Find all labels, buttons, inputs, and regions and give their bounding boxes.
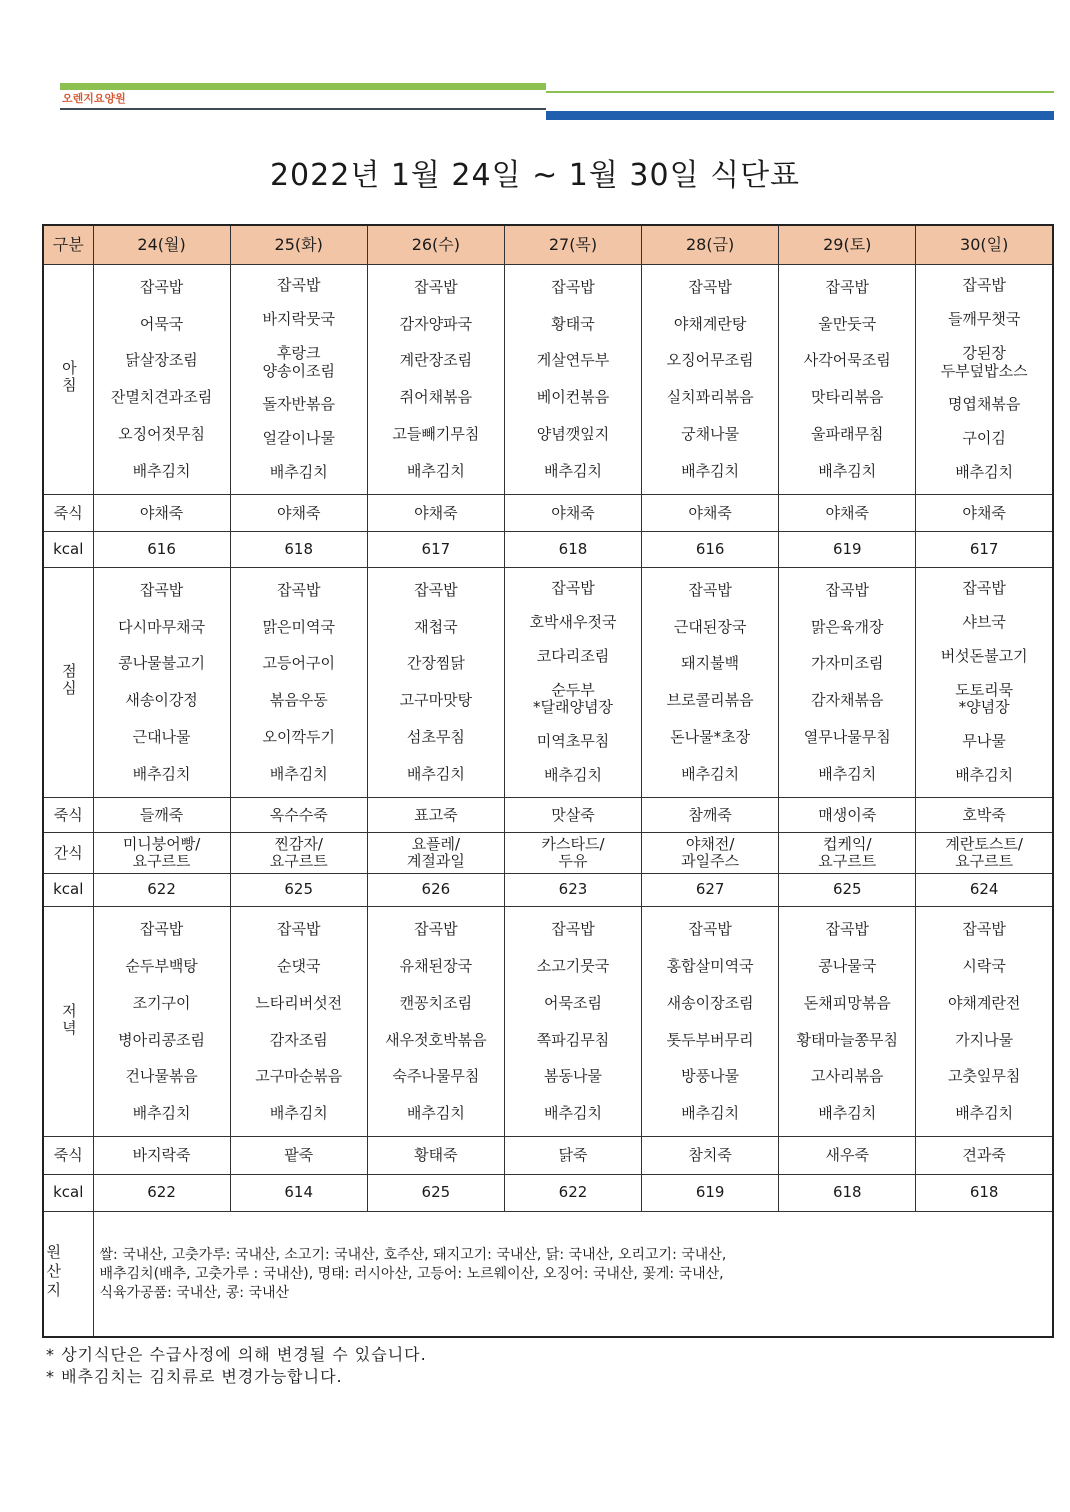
dish-item: 어묵국: [139, 314, 184, 333]
porridge-label: 죽식: [43, 797, 93, 832]
dish-item: 근대된장국: [673, 617, 747, 636]
dish-item: 간장찜닭: [406, 654, 465, 673]
dish-item: 배추김치: [955, 766, 1014, 785]
lunch-label: 점심: [59, 663, 78, 698]
lunch-day-cell: [367, 567, 504, 797]
kcal-cell: 618: [504, 532, 641, 567]
snack-cell: 찐감자/ 요구르트: [230, 833, 367, 874]
porridge-cell: 옥수수죽: [230, 797, 367, 832]
kcal-cell: 626: [367, 873, 504, 906]
dish-item: 재첩국: [414, 617, 458, 636]
dish-item: 잡곡밥: [276, 276, 321, 295]
porridge-cell: 야채죽: [642, 495, 779, 532]
origin-line: 식육가공품: 국내산, 콩: 국내산: [99, 1284, 290, 1301]
dish-item: 맑은미역국: [262, 617, 335, 636]
kcal-label: kcal: [43, 873, 93, 906]
kcal-cell: 619: [779, 532, 916, 567]
dish-list: [231, 568, 367, 797]
dish-item: 배추김치: [406, 1104, 465, 1123]
dinner-label-cell: [43, 907, 93, 1137]
dish-item: 배추김치: [681, 764, 740, 783]
kcal-cell: 623: [504, 873, 641, 906]
lunch-kcal-row: [43, 873, 1053, 906]
dish-item: 순두부백탕: [125, 956, 198, 975]
snack-cell: 요플레/ 계절과일: [367, 833, 504, 874]
dish-list: [779, 265, 915, 494]
breakfast-day-cell: [367, 265, 504, 495]
kcal-cell: 616: [642, 532, 779, 567]
dish-item: 황태마늘쫑무침: [796, 1030, 898, 1049]
dish-list: [916, 907, 1052, 1136]
day-header: 28(금): [642, 225, 779, 265]
dish-item: 잡곡밥: [688, 580, 732, 599]
kcal-cell: 627: [642, 873, 779, 906]
dish-item: 잡곡밥: [551, 277, 595, 296]
dish-item: 소고기뭇국: [536, 956, 610, 975]
snack-cell: 야채전/ 과일주스: [642, 833, 779, 874]
porridge-cell: 야채죽: [230, 495, 367, 532]
porridge-cell: 호박죽: [916, 797, 1053, 832]
dish-item: 강된장 두부덮밥소스: [940, 344, 1028, 380]
dish-item: 배추김치: [406, 461, 465, 480]
dinner-day-cell: [504, 907, 641, 1137]
dinner-day-cell: [93, 907, 230, 1137]
porridge-cell: 들깨죽: [93, 797, 230, 832]
dish-item: 돌자반볶음: [262, 395, 335, 414]
dish-item: 어묵조림: [544, 993, 602, 1012]
dish-item: 배추김치: [818, 461, 877, 480]
snack-cell: 미니붕어빵/ 요구르트: [93, 833, 230, 874]
porridge-cell: 매생이죽: [779, 797, 916, 832]
dish-item: 사각어묵조림: [803, 351, 891, 370]
dish-item: 유채된장국: [399, 956, 473, 975]
dish-item: 명엽채볶음: [947, 395, 1021, 414]
dish-item: 잡곡밥: [139, 580, 184, 599]
porridge-cell: 참치죽: [642, 1137, 779, 1174]
dish-item: 잡곡밥: [276, 580, 321, 599]
dish-item: 무나물: [962, 732, 1006, 751]
kcal-cell: 618: [916, 1174, 1053, 1211]
lunch-day-cell: [93, 567, 230, 797]
dish-list: [779, 907, 915, 1136]
dish-item: 고구마맛탕: [399, 691, 473, 710]
snack-cell: 계란토스트/ 요구르트: [916, 833, 1053, 874]
dish-item: 들깨무챗국: [947, 310, 1021, 329]
dinner-day-cell: [230, 907, 367, 1137]
dish-item: 야채계란전: [947, 993, 1021, 1012]
dish-item: 후랑크 양송이조림: [262, 344, 335, 380]
breakfast-day-cell: [504, 265, 641, 495]
breakfast-day-cell: [230, 265, 367, 495]
dish-item: 콩나물불고기: [118, 654, 206, 673]
kcal-cell: 617: [916, 532, 1053, 567]
dish-item: 잡곡밥: [276, 920, 321, 939]
dish-item: 잡곡밥: [825, 580, 870, 599]
note: * 상기식단은 수급사정에 의해 변경될 수 있습니다.: [46, 1345, 427, 1364]
dish-item: 섬초무침: [406, 728, 465, 747]
dish-item: 느타리버섯전: [255, 993, 343, 1012]
dish-list: [916, 568, 1052, 797]
dish-item: 고들빼기무침: [392, 425, 480, 444]
dish-item: 잡곡밥: [962, 579, 1006, 598]
dish-item: 배추김치: [132, 1104, 191, 1123]
day-header: 29(토): [779, 225, 916, 265]
dish-list: [94, 907, 230, 1136]
dinner-kcal-row: [43, 1174, 1053, 1211]
dish-item: 게살연두부: [536, 351, 610, 370]
snack-cell: 컵케익/ 요구르트: [779, 833, 916, 874]
dish-item: 오징어무조림: [666, 351, 754, 370]
origin-label: 원산지: [44, 1243, 63, 1301]
dish-item: 코다리조림: [536, 647, 610, 666]
dish-item: 볶음우동: [269, 691, 328, 710]
dish-item: 호박새우젓국: [529, 613, 617, 632]
header-accent-bar-green: [60, 83, 546, 90]
kcal-cell: 616: [93, 532, 230, 567]
dish-item: 버섯돈불고기: [940, 647, 1028, 666]
meal-plan-table: [42, 224, 1054, 1338]
porridge-cell: 닭죽: [504, 1137, 641, 1174]
breakfast-menu-row: [43, 265, 1053, 495]
dish-item: 배추김치: [681, 461, 740, 480]
dish-item: 잡곡밥: [414, 920, 458, 939]
dish-item: 얼갈이나물: [262, 429, 335, 448]
origin-text: [94, 1246, 1053, 1303]
porridge-cell: 바지락죽: [93, 1137, 230, 1174]
dish-item: 새송이장조림: [666, 993, 754, 1012]
breakfast-porridge-row: [43, 495, 1053, 532]
dinner-menu-row: [43, 907, 1053, 1137]
kcal-cell: 625: [367, 1174, 504, 1211]
dish-item: 맑은육개장: [811, 617, 884, 636]
day-header: 26(수): [367, 225, 504, 265]
dinner-porridge-row: [43, 1137, 1053, 1174]
dish-item: 배추김치: [132, 461, 191, 480]
dish-item: 울파래무침: [811, 425, 884, 444]
dish-item: 배추김치: [269, 764, 328, 783]
dish-list: [94, 568, 230, 797]
dish-item: 오징어젓무침: [118, 425, 206, 444]
breakfast-day-cell: [93, 265, 230, 495]
dish-item: 근대나물: [132, 728, 191, 747]
dish-item: 새우젓호박볶음: [385, 1030, 487, 1049]
porridge-label: 죽식: [43, 1137, 93, 1174]
day-header: 30(일): [916, 225, 1053, 265]
dish-item: 쥐어채볶음: [399, 388, 473, 407]
porridge-cell: 참깨죽: [642, 797, 779, 832]
dish-item: 가자미조림: [811, 654, 884, 673]
porridge-cell: 표고죽: [367, 797, 504, 832]
kcal-label: kcal: [43, 532, 93, 567]
dish-item: 황태국: [551, 314, 595, 333]
lunch-day-cell: [916, 567, 1053, 797]
kcal-cell: 617: [367, 532, 504, 567]
dish-item: 베이컨볶음: [536, 388, 610, 407]
porridge-cell: 황태죽: [367, 1137, 504, 1174]
lunch-snack-row: [43, 833, 1053, 874]
lunch-label-cell: [43, 567, 93, 797]
lunch-day-cell: [230, 567, 367, 797]
kcal-cell: 622: [93, 1174, 230, 1211]
day-header: 24(월): [93, 225, 230, 265]
kcal-cell: 619: [642, 1174, 779, 1211]
porridge-cell: 팥죽: [230, 1137, 367, 1174]
dish-item: 양념깻잎지: [536, 425, 610, 444]
kcal-cell: 614: [230, 1174, 367, 1211]
dish-item: 다시마무채국: [118, 617, 206, 636]
dish-item: 고사리볶음: [811, 1067, 884, 1086]
dish-item: 잡곡밥: [551, 579, 595, 598]
note: * 배추김치는 김치류로 변경가능합니다.: [46, 1367, 343, 1387]
origin-line: 배추김치(배추, 고춧가루 : 국내산), 명태: 러시아산, 고등어: 노르웨이산, 오징어: 국내산, 꽃게: 국내산,: [99, 1265, 724, 1282]
porridge-cell: 견과죽: [916, 1137, 1053, 1174]
dish-list: [642, 568, 778, 797]
dish-item: 잡곡밥: [962, 276, 1006, 295]
porridge-cell: 야채죽: [93, 495, 230, 532]
lunch-menu-row: [43, 567, 1053, 797]
dish-item: 배추김치: [955, 1104, 1014, 1123]
dish-item: 잡곡밥: [139, 920, 184, 939]
porridge-cell: 새우죽: [779, 1137, 916, 1174]
dinner-day-cell: [779, 907, 916, 1137]
header-accent-line-dark: [60, 108, 546, 110]
breakfast-kcal-row: [43, 532, 1053, 567]
dish-item: 고구마순볶음: [255, 1067, 343, 1086]
porridge-cell: 야채죽: [367, 495, 504, 532]
dish-item: 톳두부버무리: [666, 1030, 754, 1049]
dish-item: 고춧잎무침: [947, 1067, 1021, 1086]
dish-item: 쪽파김무침: [536, 1030, 610, 1049]
dish-item: 시락국: [962, 956, 1006, 975]
dish-item: 배추김치: [955, 463, 1014, 482]
org-name: 오렌지요양원: [62, 92, 126, 105]
kcal-label: kcal: [43, 1174, 93, 1211]
dish-item: 도토리묵 *양념장: [955, 681, 1014, 717]
dish-item: 궁채나물: [681, 425, 740, 444]
dish-item: 울만둣국: [818, 314, 877, 333]
origin-line: 쌀: 국내산, 고춧가루: 국내산, 소고기: 국내산, 호주산, 돼지고기: 국내산, 닭: 국내산, 오리고기: 국내산,: [99, 1246, 727, 1263]
dish-list: [505, 907, 641, 1136]
dish-item: 감자채볶음: [811, 691, 884, 710]
dish-list: [368, 568, 504, 797]
dish-list: [368, 907, 504, 1136]
dish-item: 실치꽈리볶음: [666, 388, 754, 407]
dish-item: 건나물볶음: [125, 1067, 198, 1086]
dish-item: 배추김치: [544, 766, 602, 785]
breakfast-day-cell: [916, 265, 1053, 495]
dish-list: [231, 907, 367, 1136]
dish-item: 잡곡밥: [688, 920, 732, 939]
dish-list: [368, 265, 504, 494]
dish-item: 고등어구이: [262, 654, 335, 673]
origin-row: [43, 1212, 1053, 1337]
porridge-cell: 야채죽: [779, 495, 916, 532]
dinner-day-cell: [367, 907, 504, 1137]
dish-item: 계란장조림: [399, 351, 473, 370]
kcal-cell: 618: [230, 532, 367, 567]
dish-item: 캔꽁치조림: [399, 993, 473, 1012]
dish-item: 구이김: [962, 429, 1006, 448]
dish-item: 잔멸치견과조림: [110, 388, 213, 407]
lunch-day-cell: [642, 567, 779, 797]
dish-item: 콩나물국: [818, 956, 877, 975]
origin-text-cell: [93, 1212, 1053, 1337]
dish-item: 닭살장조림: [125, 351, 198, 370]
dish-item: 새송이강정: [125, 691, 198, 710]
dish-item: 잡곡밥: [825, 920, 870, 939]
dish-item: 숙주나물무침: [392, 1067, 480, 1086]
dish-item: 방풍나물: [681, 1067, 740, 1086]
header-accent-line-green: [546, 91, 1054, 93]
dinner-day-cell: [642, 907, 779, 1137]
kcal-cell: 622: [504, 1174, 641, 1211]
kcal-cell: 622: [93, 873, 230, 906]
dish-item: 배추김치: [269, 1104, 328, 1123]
porridge-label: 죽식: [43, 495, 93, 532]
snack-cell: 카스타드/ 두유: [504, 833, 641, 874]
dish-list: [505, 568, 641, 797]
dish-list: [916, 265, 1052, 494]
porridge-cell: 야채죽: [504, 495, 641, 532]
dish-item: 배추김치: [818, 1104, 877, 1123]
dish-item: 잡곡밥: [825, 277, 870, 296]
dish-list: [642, 907, 778, 1136]
kcal-cell: 624: [916, 873, 1053, 906]
dish-item: 잡곡밥: [962, 920, 1006, 939]
dinner-day-cell: [916, 907, 1053, 1137]
dish-item: 잡곡밥: [414, 580, 458, 599]
lunch-porridge-row: [43, 797, 1053, 832]
kcal-cell: 618: [779, 1174, 916, 1211]
dish-item: 돈채피망볶음: [803, 993, 891, 1012]
origin-label-cell: [43, 1212, 93, 1337]
dish-item: 바지락뭇국: [262, 310, 335, 329]
header-row: [43, 225, 1053, 265]
dish-item: 잡곡밥: [139, 277, 184, 296]
dish-item: 맛타리볶음: [811, 388, 884, 407]
day-header: 27(목): [504, 225, 641, 265]
dish-item: 홍합살미역국: [666, 956, 754, 975]
dish-list: [505, 265, 641, 494]
notes: [46, 1344, 427, 1389]
breakfast-label-cell: [43, 265, 93, 495]
dish-list: [642, 265, 778, 494]
dish-list: [231, 265, 367, 494]
day-header: 25(화): [230, 225, 367, 265]
dish-item: 돈나물*초장: [670, 728, 751, 747]
dish-item: 감자양파국: [399, 314, 473, 333]
kcal-cell: 625: [779, 873, 916, 906]
dish-item: 배추김치: [818, 764, 877, 783]
dish-item: 배추김치: [681, 1104, 740, 1123]
dish-item: 돼지불백: [681, 654, 740, 673]
dish-item: 브로콜리볶음: [666, 691, 754, 710]
dish-item: 오이깍두기: [262, 728, 335, 747]
dish-item: 잡곡밥: [551, 920, 595, 939]
corner-label: 구분: [43, 225, 93, 265]
dish-item: 배추김치: [406, 764, 465, 783]
dish-item: 순두부 *달래양념장: [533, 681, 613, 717]
dinner-label: 저녁: [59, 1002, 78, 1037]
dish-item: 배추김치: [269, 463, 328, 482]
porridge-cell: 야채죽: [916, 495, 1053, 532]
kcal-cell: 625: [230, 873, 367, 906]
dish-item: 조기구이: [132, 993, 191, 1012]
page-title: 2022년 1월 24일 ~ 1월 30일 식단표: [269, 158, 801, 193]
snack-label: 간식: [43, 833, 93, 874]
dish-item: 열무나물무침: [803, 728, 891, 747]
dish-item: 샤브국: [962, 613, 1006, 632]
breakfast-day-cell: [779, 265, 916, 495]
dish-item: 배추김치: [544, 461, 602, 480]
dish-item: 병아리콩조림: [118, 1030, 206, 1049]
lunch-day-cell: [779, 567, 916, 797]
dish-item: 야채계란탕: [673, 314, 747, 333]
breakfast-label: 아침: [59, 360, 78, 395]
dish-item: 잡곡밥: [414, 277, 458, 296]
header-accent-bar-blue: [546, 111, 1054, 120]
dish-item: 미역초무침: [536, 732, 610, 751]
breakfast-day-cell: [642, 265, 779, 495]
dish-list: [94, 265, 230, 494]
dish-item: 잡곡밥: [688, 277, 732, 296]
dish-item: 배추김치: [544, 1104, 602, 1123]
dish-item: 봄동나물: [544, 1067, 602, 1086]
dish-list: [779, 568, 915, 797]
dish-item: 가지나물: [955, 1030, 1014, 1049]
dish-item: 순댓국: [276, 956, 321, 975]
porridge-cell: 맛살죽: [504, 797, 641, 832]
dish-item: 감자조림: [269, 1030, 328, 1049]
dish-item: 배추김치: [132, 764, 191, 783]
lunch-day-cell: [504, 567, 641, 797]
